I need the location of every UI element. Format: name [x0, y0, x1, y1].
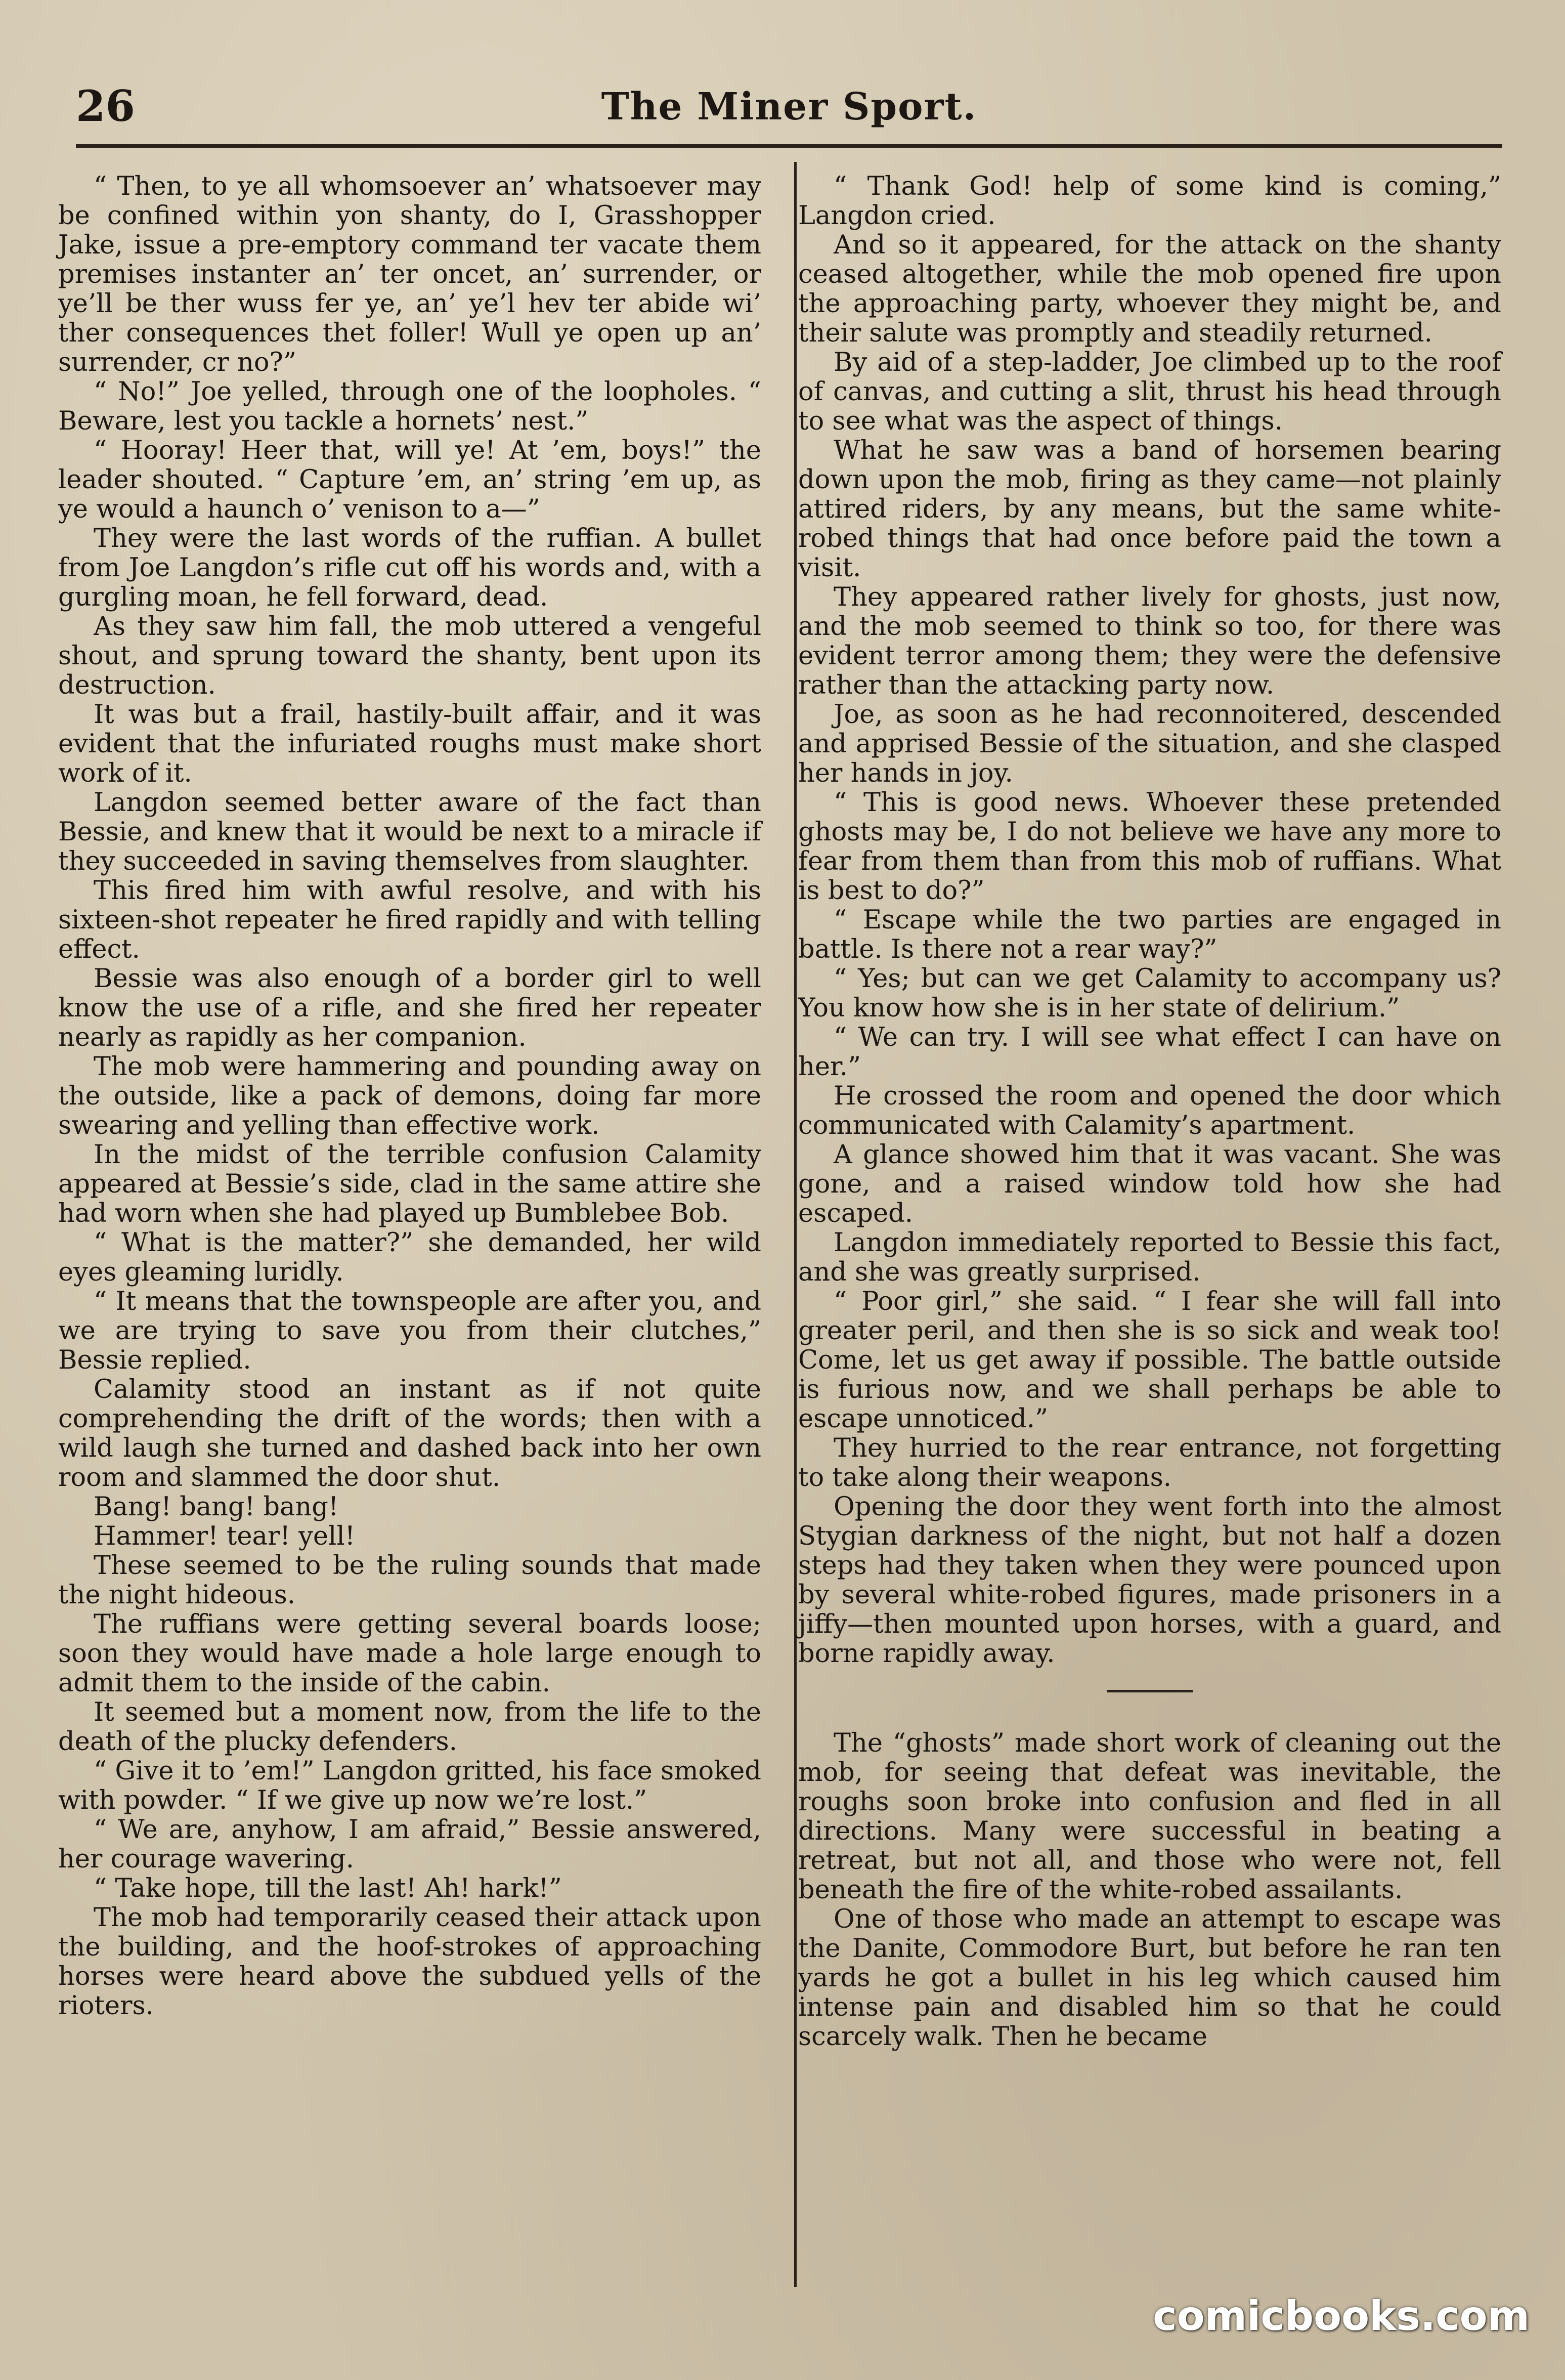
paragraph: Joe, as soon as he had reconnoitered, descended and apprised Bessie of the situation, and she clasped her hands in joy. — [798, 700, 1501, 788]
paragraph: “ No!” Joe yelled, through one of the loopholes. “ Beware, lest you tackle a hornets’ nest.” — [58, 377, 761, 436]
paragraph: They were the last words of the ruffian. A bullet from Joe Langdon’s rifle cut off his words and, with a gurgling moan, he fell forward, dead. — [58, 524, 761, 612]
paragraph: He crossed the room and opened the door which communicated with Calamity’s apartment. — [798, 1081, 1501, 1140]
paragraph: As they saw him fall, the mob uttered a vengeful shout, and sprung toward the shanty, bent upon its destruction. — [58, 612, 761, 700]
paragraph: “ This is good news. Whoever these pretended ghosts may be, I do not believe we have any more to fear from them than from this mob of ruffians. What is best to do?” — [798, 788, 1501, 906]
paragraph: “ Thank God! help of some kind is coming,” Langdon cried. — [798, 172, 1501, 231]
paragraph: They hurried to the rear entrance, not forgetting to take along their weapons. — [798, 1433, 1501, 1493]
paragraph: “ We can try. I will see what effect I can have on her.” — [798, 1023, 1501, 1082]
paragraph: Bang! bang! bang! — [94, 1492, 339, 1522]
paragraph: “ Give it to ’em!” Langdon gritted, his face smoked with powder. “ If we give up now we’re lost.” — [58, 1756, 761, 1815]
header-rule — [76, 144, 1502, 148]
paragraph: What he saw was a band of horsemen bearing down upon the mob, firing as they came—not plainly attired riders, by any means, but the same white-robed things that had once before paid the town a visit. — [798, 436, 1501, 583]
paragraph: “ It means that the townspeople are after you, and we are trying to save you from their clutches,” Bessie replied. — [58, 1287, 761, 1375]
paragraph: Hammer! tear! yell! — [94, 1521, 356, 1551]
section-divider — [1107, 1690, 1193, 1692]
watermark: comicbooks.com — [1153, 2292, 1530, 2340]
page-number: 26 — [76, 81, 135, 131]
paragraph: “ Yes; but can we get Calamity to accompany us? You know how she is in her state of delirium.” — [798, 964, 1501, 1023]
paragraph: The mob had temporarily ceased their attack upon the building, and the hoof-strokes of approaching horses were heard above the subdued yells of the rioters. — [58, 1903, 761, 2021]
paragraph: These seemed to be the ruling sounds that made the night hideous. — [58, 1551, 761, 1610]
paragraph: “ Then, to ye all whomsoever an’ whatsoever may be confined within yon shanty, do I, Grasshopper Jake, issue a pre-emptory command ter vacate them premises instanter an’ ter oncet, an’ surrender, or ye’ll be ther wuss fer ye, an’ ye’l hev ter abide wi’ ther consequences thet foller! Wull ye open up an’ surrender, cr no?” — [58, 172, 761, 377]
paragraph: Langdon immediately reported to Bessie this fact, and she was greatly surprised. — [798, 1228, 1501, 1287]
paragraph: “ What is the matter?” she demanded, her wild eyes gleaming luridly. — [58, 1228, 761, 1287]
paragraph: A glance showed him that it was vacant. She was gone, and a raised window told how she had escaped. — [798, 1140, 1501, 1228]
paragraph: The ruffians were getting several boards loose; soon they would have made a hole large enough to admit them to the inside of the cabin. — [58, 1609, 761, 1698]
paragraph: In the midst of the terrible confusion Calamity appeared at Bessie’s side, clad in the same attire she had worn when she had played up Bumblebee Bob. — [58, 1140, 761, 1228]
paragraph: “ Escape while the two parties are engaged in battle. Is there not a rear way?” — [798, 905, 1501, 964]
paragraph: “ Poor girl,” she said. “ I fear she will fall into greater peril, and then she is so sick and weak too! Come, let us get away if possible. The battle outside is furious now, and we shall perhaps be able to escape unnoticed.” — [798, 1287, 1501, 1434]
paragraph: “ Take hope, till the last! Ah! hark!” — [94, 1874, 562, 1903]
paragraph: By aid of a step-ladder, Joe climbed up to the roof of canvas, and cutting a slit, thrust his head through to see what was the aspect of things. — [798, 348, 1501, 436]
paragraph: The mob were hammering and pounding away on the outside, like a pack of demons, doing far more swearing and yelling than effective work. — [58, 1052, 761, 1140]
paragraph: They appeared rather lively for ghosts, just now, and the mob seemed to think so too, for there was evident terror among them; they were the defensive rather than the attacking party now. — [798, 582, 1501, 700]
paragraph: “ Hooray! Heer that, will ye! At ’em, boys!” the leader shouted. “ Capture ’em, an’ string ’em up, as ye would a haunch o’ venison to a—” — [58, 436, 761, 524]
paragraph: Bessie was also enough of a border girl to well know the use of a rifle, and she fired her repeater nearly as rapidly as her companion. — [58, 964, 761, 1052]
paragraph: Langdon seemed better aware of the fact than Bessie, and knew that it would be next to a miracle if they succeeded in saving themselves from slaughter. — [58, 788, 761, 876]
paragraph: “ We are, anyhow, I am afraid,” Bessie answered, her courage wavering. — [58, 1815, 761, 1874]
paragraph: Calamity stood an instant as if not quite comprehending the drift of the words; then with a wild laugh she turned and dashed back into her own room and slammed the door shut. — [58, 1375, 761, 1493]
page-header — [76, 76, 1502, 132]
paragraph: One of those who made an attempt to escape was the Danite, Commodore Burt, but before he ran ten yards he got a bullet in his leg which caused him intense pain and disabled him so that he could scarcely walk. Then he became — [798, 1904, 1501, 2052]
column-divider — [794, 162, 797, 2287]
paragraph: And so it appeared, for the attack on the shanty ceased altogether, while the mob opened fire upon the approaching party, whoever they might be, and their salute was promptly and steadily returned. — [798, 230, 1501, 348]
paragraph: The “ghosts” made short work of cleaning out the mob, for seeing that defeat was inevitable, the roughs soon broke into confusion and fled in all directions. Many were successful in beating a retreat, but not all, and those who were not, fell beneath the fire of the white-robed assailants. — [798, 1728, 1501, 1905]
right-column — [798, 172, 1501, 2052]
paragraph: It seemed but a moment now, from the life to the death of the plucky defenders. — [58, 1697, 761, 1757]
paragraph: Opening the door they went forth into the almost Stygian darkness of the night, but not half a dozen steps had they taken when they were pounced upon by several white-robed figures, made prisoners in a jiffy—then mounted upon horses, with a guard, and borne rapidly away. — [798, 1492, 1501, 1669]
paragraph: This fired him with awful resolve, and with his sixteen-shot repeater he fired rapidly and with telling effect. — [58, 876, 761, 964]
left-column — [58, 172, 761, 2021]
running-title: The Miner Sport. — [601, 85, 977, 129]
paragraph: It was but a frail, hastily-built affair, and it was evident that the infuriated roughs must make short work of it. — [58, 700, 761, 788]
